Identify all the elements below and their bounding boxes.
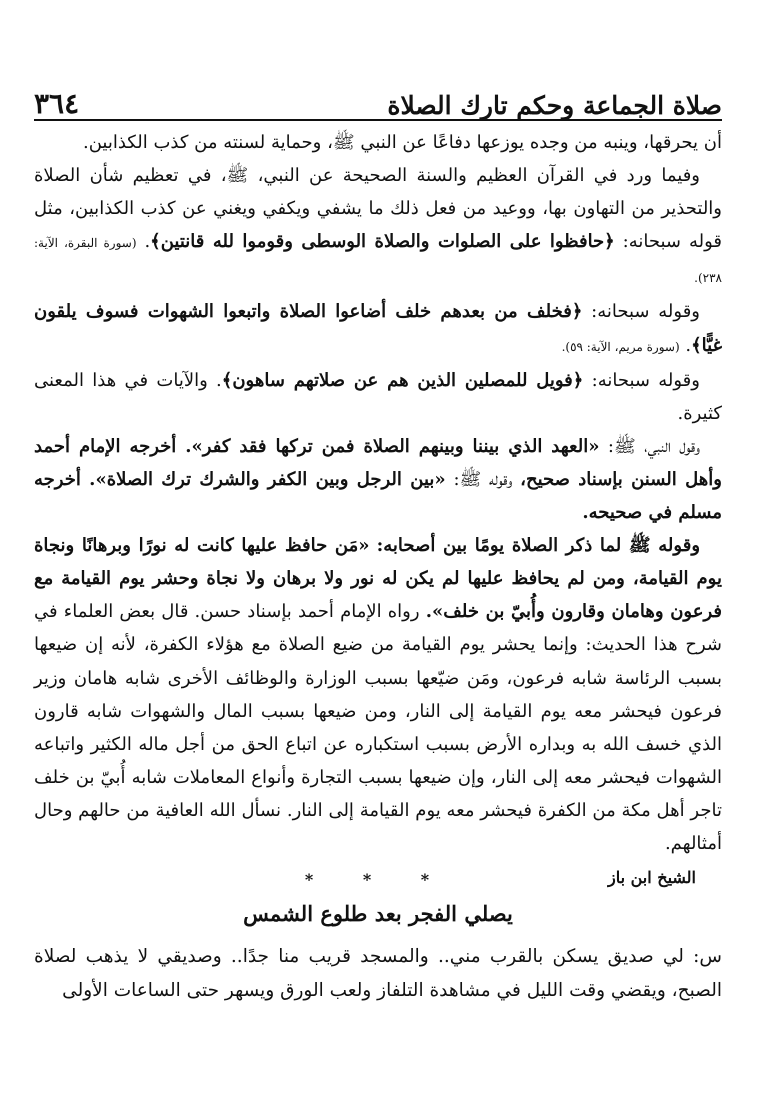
paragraph-text: . والآيات في هذا المعنى كثيرة. <box>34 369 722 424</box>
paragraph-6 <box>34 529 722 860</box>
paragraph-text: وقول النبي، ﷺ: <box>607 435 700 457</box>
paragraph-text: وقوله ﷺ: <box>453 468 513 490</box>
question-paragraph <box>34 940 722 1008</box>
hadith-text: «العهد الذي بيننا وبينهم الصلاة فمن تركها فقد كفر». أخرجه الإمام أحمد وأهل السنن بإسناد صحيح، <box>34 435 722 490</box>
paragraph-text: أن يحرقها، وينبه من وجده يوزعها دفاعًا عن النبي ﷺ، وحماية لسنته من كذب الكذابين. <box>82 132 722 153</box>
page-header <box>34 78 722 118</box>
signature: الشيخ ابن باز <box>607 868 696 887</box>
running-title: صلاة الجماعة وحكم تارك الصلاة <box>387 91 722 120</box>
question-prefix: س: <box>693 946 722 967</box>
header-divider <box>34 119 722 121</box>
paragraph-4 <box>34 364 722 430</box>
paragraph-text: وقوله سبحانه: <box>591 369 700 391</box>
question-text: لي صديق يسكن بالقرب مني.. والمسجد قريب منا جدًا.. وصديقي لا يذهب لصلاة الصبح، ويقضي وقت الليل في مشاهدة التلفاز ولعب الورق ويسهر حتى الساعات الأولى <box>34 946 722 1001</box>
main-text <box>34 126 722 860</box>
verse-reference: (سورة البقرة، الآية: ٢٣٨). <box>34 236 722 286</box>
quran-verse: ﴿فخلف من بعدهم خلف أضاعوا الصلاة واتبعوا الشهوات فسوف يلقون غيًّا﴾ <box>34 301 722 356</box>
page-number: ٣٦٤ <box>34 87 80 120</box>
signature-row <box>34 868 722 898</box>
paragraph-text: رواه الإمام أحمد بإسناد حسن. قال بعض العلماء في شرح هذا الحديث: وإنما يحشر يوم القيامة من ضيع الصلاة مع هؤلاء الكفرة، لأنه إن ضيعها بسبب الرئاسة شابه فرعون، ومَن ضيّعها بسبب الوزارة والوظائف الأخرى شابه هامان وزير فرعون فيحشر معه يوم القيامة إلى النار، ومن ضيعها بسبب المال والشهوات شابه قارون الذي خسف الله به وبداره الأرض بسبب استكباره عن اتباع الحق من أجل ماله الكثير واتباعه الشهوات فيحشر معه إلى النار، وإن ضيعها بسبب التجارة وأنواع المعاملات شابه أُبيّ بن خلف تاجر أهل مكة من الكفرة فيحشر معه يوم القيامة إلى النار. نسأل الله العافية من حالهم وحال أمثالهم. <box>34 601 722 854</box>
section-title: يصلي الفجر بعد طلوع الشمس <box>243 901 513 926</box>
section-separator: * * * <box>304 870 452 889</box>
paragraph-1 <box>34 126 722 159</box>
quran-verse: ﴿فويل للمصلين الذين هم عن صلاتهم ساهون﴾ <box>221 369 584 391</box>
verse-reference: (سورة مريم، الآية: ٥٩). <box>561 339 680 354</box>
paragraph-text: وقوله ﷺ لما ذكر الصلاة يومًا بين أصحابه: <box>376 535 701 557</box>
paragraph-3: وقوله سبحانه: ﴿فخلف من بعدهم خلف أضاعوا الصلاة واتبعوا الشهوات فسوف يلقون غيًّا﴾. (سورة مريم، الآية: ٥٩). <box>34 301 722 356</box>
paragraph-text: وقوله سبحانه: <box>591 301 700 323</box>
question-block <box>34 940 722 1008</box>
quran-verse: ﴿حافظوا على الصلوات والصلاة الوسطى وقوموا لله قانتين﴾ <box>150 231 615 253</box>
paragraph-text: وفيما ورد في القرآن العظيم والسنة الصحيحة عن النبي، ﷺ، في تعظيم شأن الصلاة والتحذير من التهاون بها، ووعيد من فعل ذلك ما يشفي ويكفي ويغني عن كذب الكذابين، مثل قوله سبحانه: <box>34 165 722 253</box>
hadith-text: «بين الرجل وبين الكفر والشرك ترك الصلاة». أخرجه مسلم في صحيحه. <box>34 468 722 524</box>
paragraph-5 <box>34 430 722 529</box>
paragraph-2: وفيما ورد في القرآن العظيم والسنة الصحيحة عن النبي، ﷺ، في تعظيم شأن الصلاة والتحذير من التهاون بها، ووعيد من فعل ذلك ما يشفي ويكفي ويغني عن كذب الكذابين، مثل قوله سبحانه: ﴿حافظوا على الصلوات والصلاة الوسطى وقوموا لله قانتين﴾. (سورة البقرة، الآية: ٢٣٨). <box>34 165 722 286</box>
hadith-text: «مَن حافظ عليها كانت له نورًا وبرهانًا ونجاة يوم القيامة، ومن لم يحافظ عليها لم يكن له نور ولا برهان ولا نجاة وحشر يوم القيامة مع فرعون وهامان وقارون وأُبيّ بن خلف». <box>34 535 722 623</box>
